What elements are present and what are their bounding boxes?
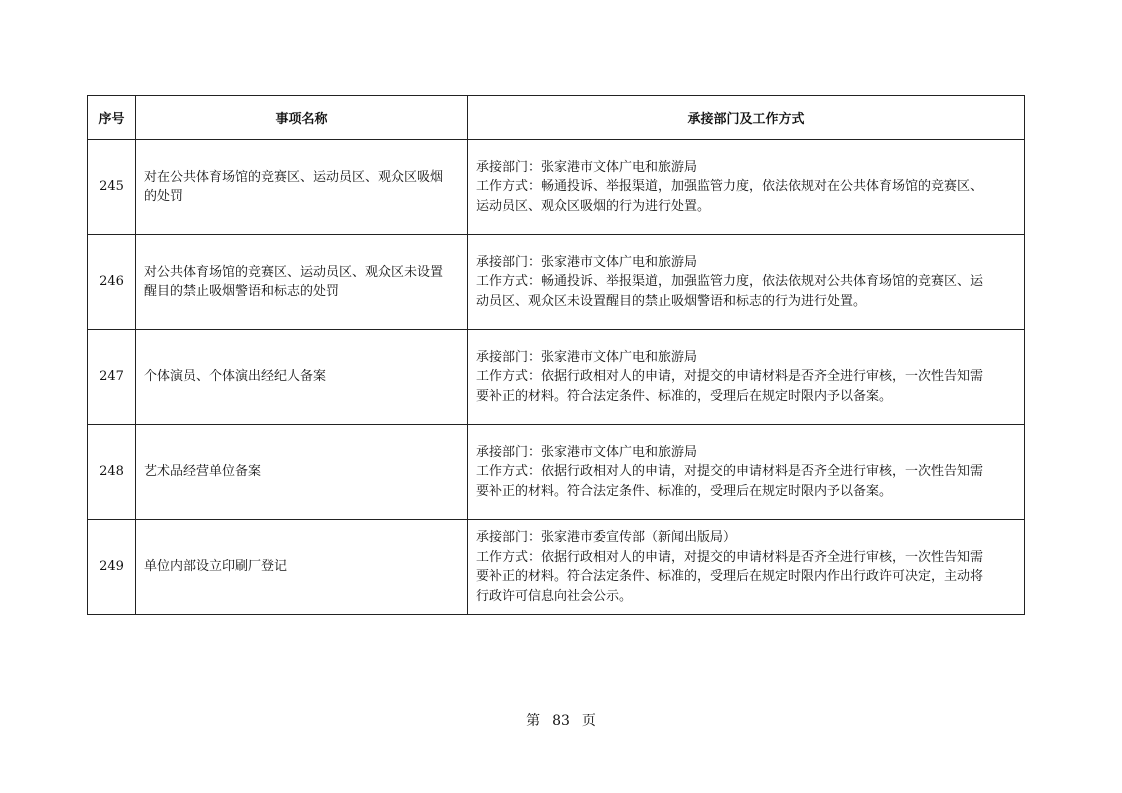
method-line: 工作方式：依据行政相对人的申请，对提交的申请材料是否齐全进行审核，一次性告知需 [476, 369, 984, 385]
item-name-line: 个体演员、个体演出经纪人备案 [144, 369, 327, 385]
page-number: 83 [552, 713, 570, 729]
row-number: 248 [88, 425, 136, 520]
method-line: 工作方式：依据行政相对人的申请，对提交的申请材料是否齐全进行审核，一次性告知需 [476, 464, 984, 480]
table-row [88, 235, 1025, 330]
department-line: 承接部门：张家港市文体广电和旅游局 [476, 349, 698, 365]
table-row [88, 425, 1025, 520]
method-line: 工作方式：畅通投诉、举报渠道，加强监管力度，依法依规对在公共体育场馆的竞赛区、 [476, 179, 984, 195]
item-name-line: 艺术品经营单位备案 [144, 464, 262, 480]
item-name-line: 对在公共体育场馆的竞赛区、运动员区、观众区吸烟 [144, 169, 444, 185]
department-method-cell [468, 425, 1025, 520]
item-name-cell [136, 235, 468, 330]
department-line: 承接部门：张家港市文体广电和旅游局 [476, 444, 698, 460]
method-line: 要补正的材料。符合法定条件、标准的，受理后在规定时限内作出行政许可决定，主动将 [476, 569, 984, 584]
page-suffix: 页 [581, 713, 596, 729]
department-line: 承接部门：张家港市文体广电和旅游局 [476, 254, 698, 270]
department-method-cell [468, 520, 1025, 615]
header-item-name: 事项名称 [136, 96, 468, 140]
row-number: 247 [88, 330, 136, 425]
method-line: 要补正的材料。符合法定条件、标准的，受理后在规定时限内予以备案。 [476, 388, 893, 404]
method-line: 运动员区、观众区吸烟的行为进行处置。 [476, 198, 711, 214]
header-department-method: 承接部门及工作方式 [468, 96, 1025, 140]
item-name-line: 醒目的禁止吸烟警语和标志的处罚 [144, 284, 340, 299]
header-number: 序号 [88, 96, 136, 140]
department-method-cell [468, 235, 1025, 330]
item-name-cell [136, 140, 468, 235]
item-name-line: 单位内部设立印刷厂登记 [144, 559, 288, 575]
row-number: 245 [88, 140, 136, 235]
items-table [87, 95, 1025, 615]
item-name-cell [136, 330, 468, 425]
item-name-line: 对公共体育场馆的竞赛区、运动员区、观众区未设置 [144, 264, 444, 280]
item-name-cell [136, 520, 468, 615]
page-number-footer [0, 710, 1122, 730]
table-row [88, 520, 1025, 615]
method-line: 要补正的材料。符合法定条件、标准的，受理后在规定时限内予以备案。 [476, 483, 893, 499]
row-number: 246 [88, 235, 136, 330]
item-name-line: 的处罚 [144, 189, 184, 204]
method-line: 行政许可信息向社会公示。 [476, 588, 633, 604]
table-row [88, 140, 1025, 235]
table-header-row [88, 96, 1025, 140]
department-method-cell [468, 140, 1025, 235]
department-line: 承接部门：张家港市文体广电和旅游局 [476, 159, 698, 175]
method-line: 工作方式：依据行政相对人的申请，对提交的申请材料是否齐全进行审核，一次性告知需 [476, 549, 984, 565]
page-prefix: 第 [526, 713, 541, 729]
method-line: 动员区、观众区未设置醒目的禁止吸烟警语和标志的行为进行处置。 [476, 293, 867, 309]
item-name-cell [136, 425, 468, 520]
department-method-cell [468, 330, 1025, 425]
row-number: 249 [88, 520, 136, 615]
department-line: 承接部门：张家港市委宣传部（新闻出版局） [476, 530, 737, 545]
table-row [88, 330, 1025, 425]
method-line: 工作方式：畅通投诉、举报渠道，加强监管力度，依法依规对公共体育场馆的竞赛区、运 [476, 274, 984, 290]
